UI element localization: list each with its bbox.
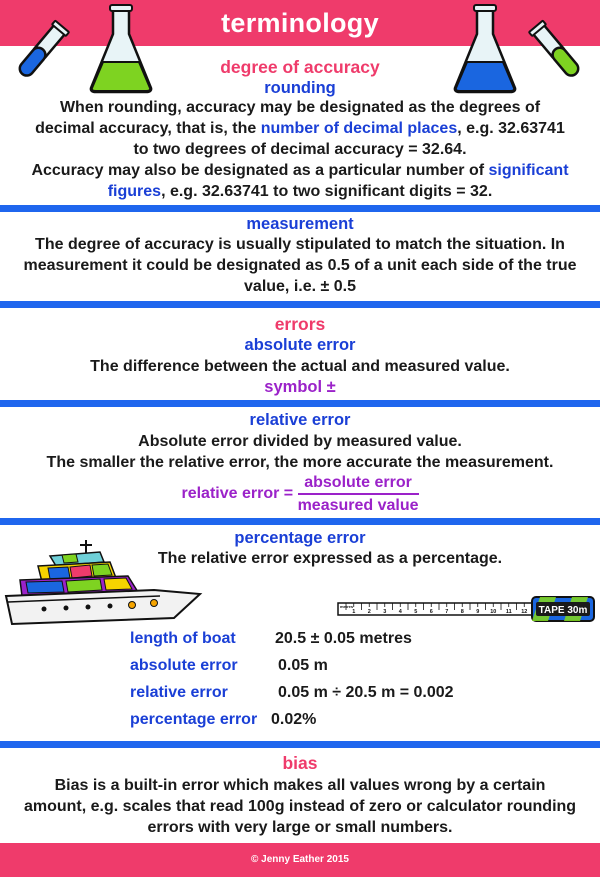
significant-figures-term: significant figures (107, 162, 569, 200)
percentage-error-heading: percentage error (234, 529, 366, 547)
rounding-example: , e.g. 32.63741 to two degrees of decimal accuracy = 32.64. (133, 120, 565, 158)
example-value: 0.05 m ÷ 20.5 m = 0.002 (278, 684, 454, 701)
tape-tick-label: 1 (352, 609, 356, 615)
tape-tick-label: 5 (414, 609, 418, 615)
section-divider (0, 301, 600, 308)
bias-heading: bias (282, 753, 318, 773)
tape-tick-label: 8 (460, 609, 464, 615)
relative-error-heading: relative error (249, 411, 351, 429)
rounding-text: When rounding, accuracy may be designated as the degrees of decimal accuracy, that is, the (35, 99, 541, 137)
rounding-subheading: rounding (264, 79, 336, 97)
tape-tick-label: 11 (505, 609, 512, 615)
accuracy-heading: degree of accuracy (220, 57, 380, 77)
errors-heading: errors (274, 314, 326, 334)
example-label: absolute error (130, 657, 238, 674)
formula-fraction (298, 473, 419, 515)
bias-body: Bias is a built-in error which makes all values wrong by a certain amount, e.g. scales that read 100g instead of zero or calculator rounding errors with very large or small numbers. (23, 777, 577, 836)
absolute-error-symbol: symbol ± (264, 378, 336, 396)
example-value: 0.02% (271, 711, 317, 728)
section-divider (0, 518, 600, 525)
tape-tick-label: 3 (383, 609, 387, 615)
tape-tick-label: 7 (445, 609, 449, 615)
measurement-body: The degree of accuracy is usually stipulated to match the situation. In measurement it could be designated as 0.5 of a unit each side of the true value, i.e. ± 0.5 (23, 236, 577, 295)
formula-numerator: absolute error (298, 473, 419, 495)
measurement-heading: measurement (246, 215, 354, 233)
boat-illustration (4, 538, 204, 630)
tape-tick-label: 12 (521, 609, 528, 615)
example-label: length of boat (130, 630, 236, 647)
tape-tick-label: 4 (398, 609, 402, 615)
copyright-text: © Jenny Eather 2015 (251, 854, 349, 865)
tape-tick-label: 2 (367, 609, 371, 615)
section-divider (0, 400, 600, 407)
page-title: terminology (221, 8, 379, 38)
tape-tick-label: 6 (429, 609, 433, 615)
example-label: relative error (130, 684, 228, 701)
absolute-error-body: The difference between the actual and measured value. (90, 358, 510, 375)
tape-label: TAPE 30m (538, 605, 588, 616)
percentage-error-body: The relative error expressed as a percentage. (157, 550, 503, 567)
tape-tick-label: 10 (490, 609, 497, 615)
tape-tick-label: 9 (476, 609, 480, 615)
rounding-paragraph-2 (30, 160, 570, 202)
tape-unit-label: metres (340, 604, 354, 609)
section-divider (0, 205, 600, 212)
relative-error-line-2: The smaller the relative error, the more accurate the measurement. (46, 454, 554, 471)
relative-error-line-1: Absolute error divided by measured value. (138, 433, 462, 450)
header-banner (0, 0, 600, 46)
section-divider (0, 741, 600, 748)
rounding-paragraph-1 (30, 97, 570, 160)
tape-measure-illustration (336, 594, 598, 624)
example-value: 20.5 ± 0.05 metres (275, 630, 412, 647)
relative-error-formula (0, 473, 600, 515)
sigfig-example: , e.g. 32.63741 to two significant digits = 32. (161, 183, 493, 200)
example-label: percentage error (130, 711, 258, 728)
formula-label: relative error = (181, 485, 294, 502)
formula-denominator: measured value (297, 497, 419, 514)
sigfig-text: Accuracy may also be designated as a particular number of (31, 162, 489, 179)
absolute-error-heading: absolute error (244, 336, 356, 354)
decimal-places-term: number of decimal places (260, 120, 458, 137)
example-value: 0.05 m (278, 657, 328, 674)
footer-banner (0, 843, 600, 877)
